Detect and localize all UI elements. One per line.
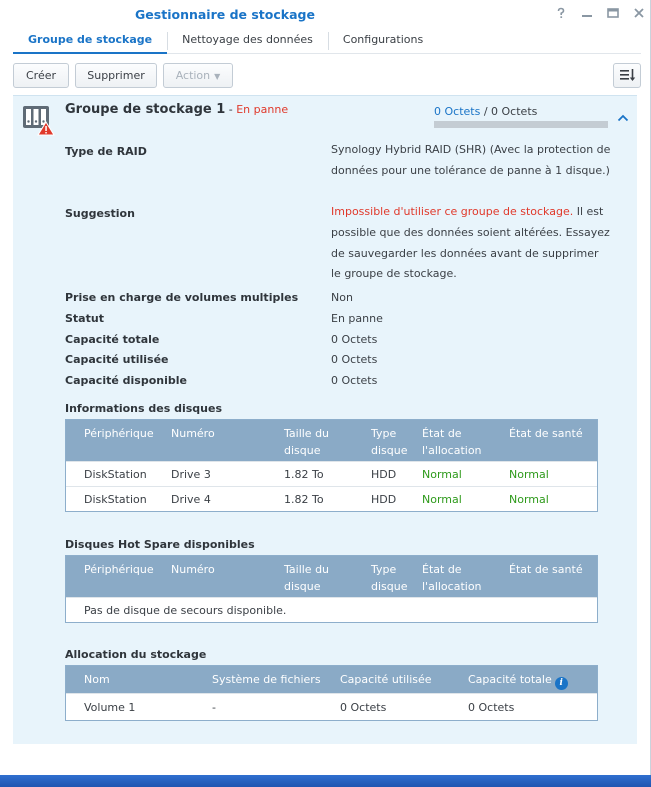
capacity-bar [434,121,608,128]
disk-info-title: Informations des disques [65,402,222,415]
storage-pool-panel [13,95,637,744]
table-row[interactable] [66,693,597,720]
tab-configurations[interactable]: Configurations [328,28,438,54]
col-health: État de santé [509,563,583,576]
window-controls [555,7,645,19]
table-row[interactable] [66,461,597,486]
capacity-total: 0 Octets [491,105,538,118]
cell-used: 0 Octets [340,701,387,714]
allocation-title: Allocation du stockage [65,648,207,661]
status-label: Statut [65,312,104,325]
tab-bar [13,28,641,54]
sort-icon [614,64,640,87]
cell-device: DiskStation [84,493,147,506]
cell-alloc: Normal [422,493,462,506]
title-bar [0,0,651,28]
used-capacity-value: 0 Octets [331,353,378,366]
allocation-table-header [66,666,597,693]
hotspare-title: Disques Hot Spare disponibles [65,538,255,551]
capacity-summary [434,105,537,118]
help-icon[interactable] [555,7,567,19]
action-dropdown[interactable] [163,63,233,88]
col-alloc: État de l'allocation [422,427,482,457]
window-title: Gestionnaire de stockage [135,7,315,22]
multi-volume-label: Prise en charge de volumes multiples [65,291,299,304]
total-capacity-value: 0 Octets [331,333,378,346]
pool-status: En panne [236,103,289,116]
col-total [468,671,568,690]
col-device: Périphérique [84,563,154,576]
suggestion-warning: Impossible d'utiliser ce groupe de stockage. [331,205,574,218]
col-number: Numéro [171,427,215,440]
cell-filesystem: - [212,701,216,714]
cell-type: HDD [371,468,397,481]
cell-health: Normal [509,468,549,481]
suggestion-label: Suggestion [65,207,135,220]
chevron-up-icon[interactable] [617,112,629,126]
suggestion-value [331,202,611,285]
capacity-separator: / [480,105,492,118]
col-used: Capacité utilisée [340,673,432,686]
used-capacity-label: Capacité utilisée [65,353,169,366]
available-capacity-value: 0 Octets [331,374,378,387]
taskbar [0,775,651,787]
capacity-used: 0 Octets [434,105,481,118]
title-separator: - [225,103,237,116]
hotspare-table-header [66,556,597,597]
cell-type: HDD [371,493,397,506]
toolbar [13,63,641,88]
info-icon[interactable]: i [555,677,568,690]
col-number: Numéro [171,563,215,576]
allocation-table [65,665,598,721]
minimize-icon[interactable] [581,7,593,19]
storage-pool-title [65,102,288,117]
total-capacity-label: Capacité totale [65,333,160,346]
tab-storage-pool[interactable]: Groupe de stockage [13,28,167,54]
delete-button[interactable]: Supprimer [75,63,157,88]
create-button[interactable]: Créer [13,63,69,88]
cell-size: 1.82 To [284,493,324,506]
col-alloc: État de l'allocation [422,563,482,593]
raid-type-value: Synology Hybrid RAID (SHR) (Avec la protection de données pour une tolérance de panne à 1 disque.) [331,143,611,177]
tab-data-scrubbing[interactable]: Nettoyage des données [167,28,328,54]
multi-volume-value: Non [331,291,353,304]
prop-suggestion [65,207,625,291]
disk-table-header [66,420,597,461]
empty-message: Pas de disque de secours disponible. [84,604,287,617]
cell-alloc: Normal [422,468,462,481]
col-health: État de santé [509,427,583,440]
cell-health: Normal [509,493,549,506]
raid-type-label: Type de RAID [65,145,147,158]
empty-row [66,597,597,622]
col-type: Type disque [371,563,408,593]
col-type: Type disque [371,427,408,457]
col-device: Périphérique [84,427,154,440]
available-capacity-label: Capacité disponible [65,374,187,387]
cell-name: Volume 1 [84,701,136,714]
col-total-label: Capacité totale [468,673,552,686]
sort-button[interactable] [613,63,641,88]
hotspare-table [65,555,598,623]
col-size: Taille du disque [284,563,330,593]
cell-number: Drive 3 [171,468,211,481]
suggestion-text: Il est possible que des données soient altérées. Essayez de sauvegarder les données avant de supprimer le groupe de stockage. [331,205,610,281]
disk-info-table [65,419,598,512]
pool-name: Groupe de stockage 1 [65,102,226,117]
col-size: Taille du disque [284,427,330,457]
cell-device: DiskStation [84,468,147,481]
chevron-down-icon: ▼ [214,72,221,81]
col-name: Nom [84,673,110,686]
maximize-icon[interactable] [607,7,619,19]
close-icon[interactable] [633,7,645,19]
cell-number: Drive 4 [171,493,211,506]
status-value: En panne [331,312,383,325]
table-row[interactable] [66,486,597,511]
col-filesystem: Système de fichiers [212,673,321,686]
prop-raid-type [65,145,625,208]
cell-size: 1.82 To [284,468,324,481]
storage-pool-warning-icon [23,106,55,136]
cell-total: 0 Octets [468,701,515,714]
action-label: Action [175,69,211,82]
